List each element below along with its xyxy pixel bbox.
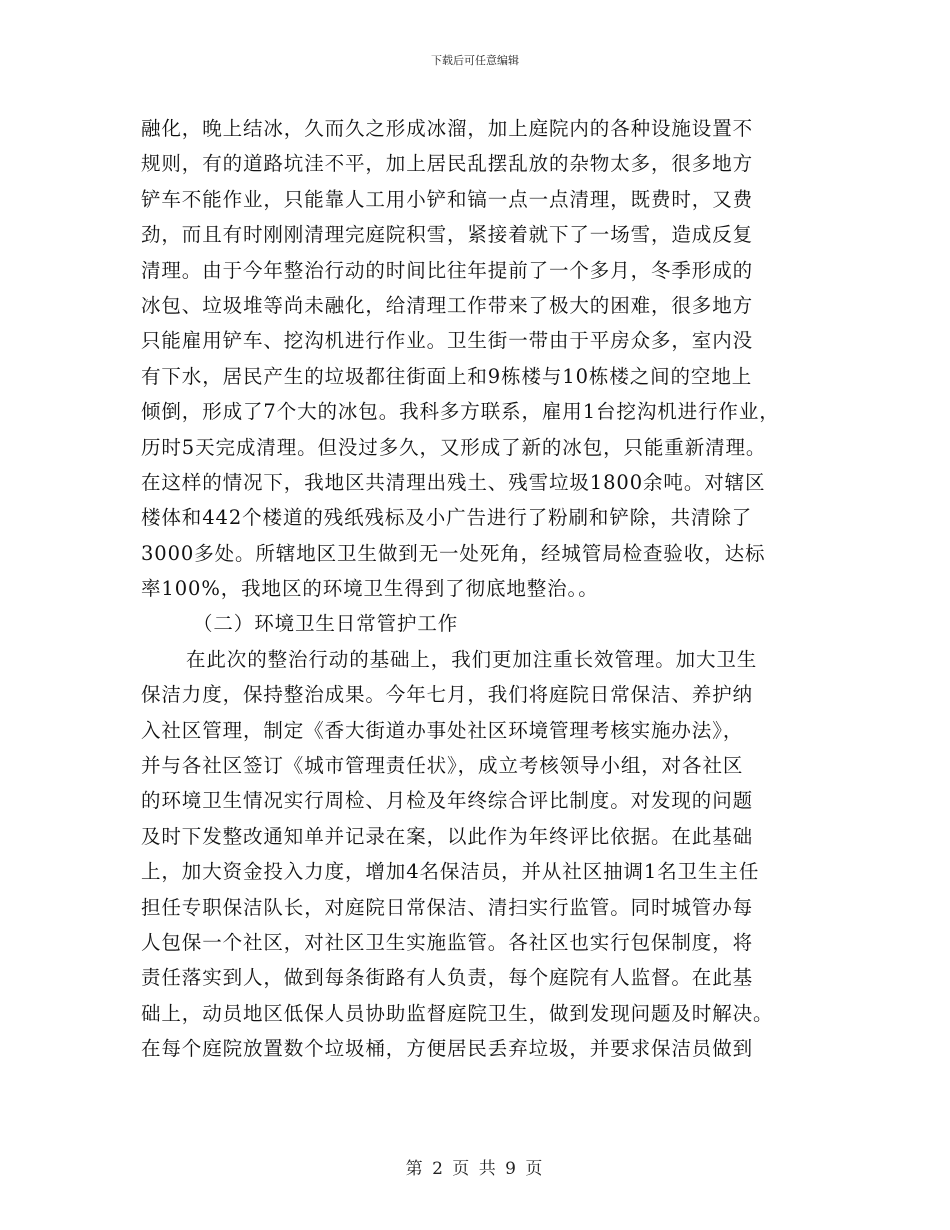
body-line: 融化，晚上结冰，久而久之形成冰溜，加上庭院内的各种设施设置不 <box>141 117 754 140</box>
body-line: 3000多处。所辖地区卫生做到无一处死角，经城管局检查验收，达标 <box>141 541 766 565</box>
body-line: 并与各社区签订《城市管理责任状》，成立考核领导小组，对各社区 <box>141 754 744 778</box>
page-number-footer: 第 2 页 共 9 页 <box>405 1159 545 1179</box>
body-line: 历时5天完成清理。但没过多久，又形成了新的冰包，只能重新清理。 <box>141 435 767 459</box>
body-line: 有下水，居民产生的垃圾都往街面上和9栋楼与10栋楼之间的空地上 <box>141 364 753 388</box>
body-line: 楼体和442个楼道的残纸残标及小广告进行了粉刷和铲除，共清除了 <box>141 506 753 530</box>
body-line: 责任落实到人，做到每条街路有人负责，每个庭院有人监督。在此基 <box>141 966 754 990</box>
section-heading: （二）环境卫生日常管护工作 <box>193 612 459 636</box>
body-line: 冰包、垃圾堆等尚未融化，给清理工作带来了极大的困难，很多地方 <box>141 293 754 317</box>
body-line: 保洁力度，保持整治成果。今年七月，我们将庭院日常保洁、养护纳 <box>141 683 754 707</box>
page-header-note: 下载后可任意编辑 <box>431 54 519 67</box>
body-line: 上，加大资金投入力度，增加4名保洁员，并从社区抽调1名卫生主任 <box>141 860 760 884</box>
body-line: 规则，有的道路坑洼不平，加上居民乱摆乱放的杂物太多，很多地方 <box>141 152 754 176</box>
body-line: 劲，而且有时刚刚清理完庭院积雪，紧接着就下了一场雪，造成反复 <box>141 223 754 247</box>
body-line: 人包保一个社区，对社区卫生实施监管。各社区也实行包保制度，将 <box>141 930 754 954</box>
body-line: 在每个庭院放置数个垃圾桶，方便居民丢弃垃圾，并要求保洁员做到 <box>141 1037 754 1061</box>
body-line: 在这样的情况下，我地区共清理出残土、残雪垃圾1800余吨。对辖区 <box>141 470 766 494</box>
body-line: 倾倒，形成了7个大的冰包。我科多方联系，雇用1台挖沟机进行作业， <box>141 400 780 424</box>
body-line: 铲车不能作业，只能靠人工用小铲和镐一点一点清理，既费时，又费 <box>141 187 754 211</box>
body-line: 础上，动员地区低保人员协助监督庭院卫生，做到发现问题及时解决。 <box>141 1001 774 1025</box>
body-line: 及时下发整改通知单并记录在案，以此作为年终评比依据。在此基础 <box>141 824 754 848</box>
document-body <box>141 111 841 1067</box>
body-line: 入社区管理，制定《香大街道办事处社区环境管理考核实施办法》， <box>141 718 744 742</box>
body-line: 清理。由于今年整治行动的时间比往年提前了一个多月，冬季形成的 <box>141 258 754 282</box>
body-line: 率100%，我地区的环境卫生得到了彻底地整治。。 <box>141 577 599 601</box>
paragraph-first-line: 在此次的整治行动的基础上，我们更加注重长效管理。加大卫生 <box>186 647 758 671</box>
body-line: 担任专职保洁队长，对庭院日常保洁、清扫实行监管。同时城管办每 <box>141 895 754 919</box>
body-line: 的环境卫生情况实行周检、月检及年终综合评比制度。对发现的问题 <box>141 789 754 813</box>
body-line: 只能雇用铲车、挖沟机进行作业。卫生街一带由于平房众多，室内没 <box>141 329 754 353</box>
